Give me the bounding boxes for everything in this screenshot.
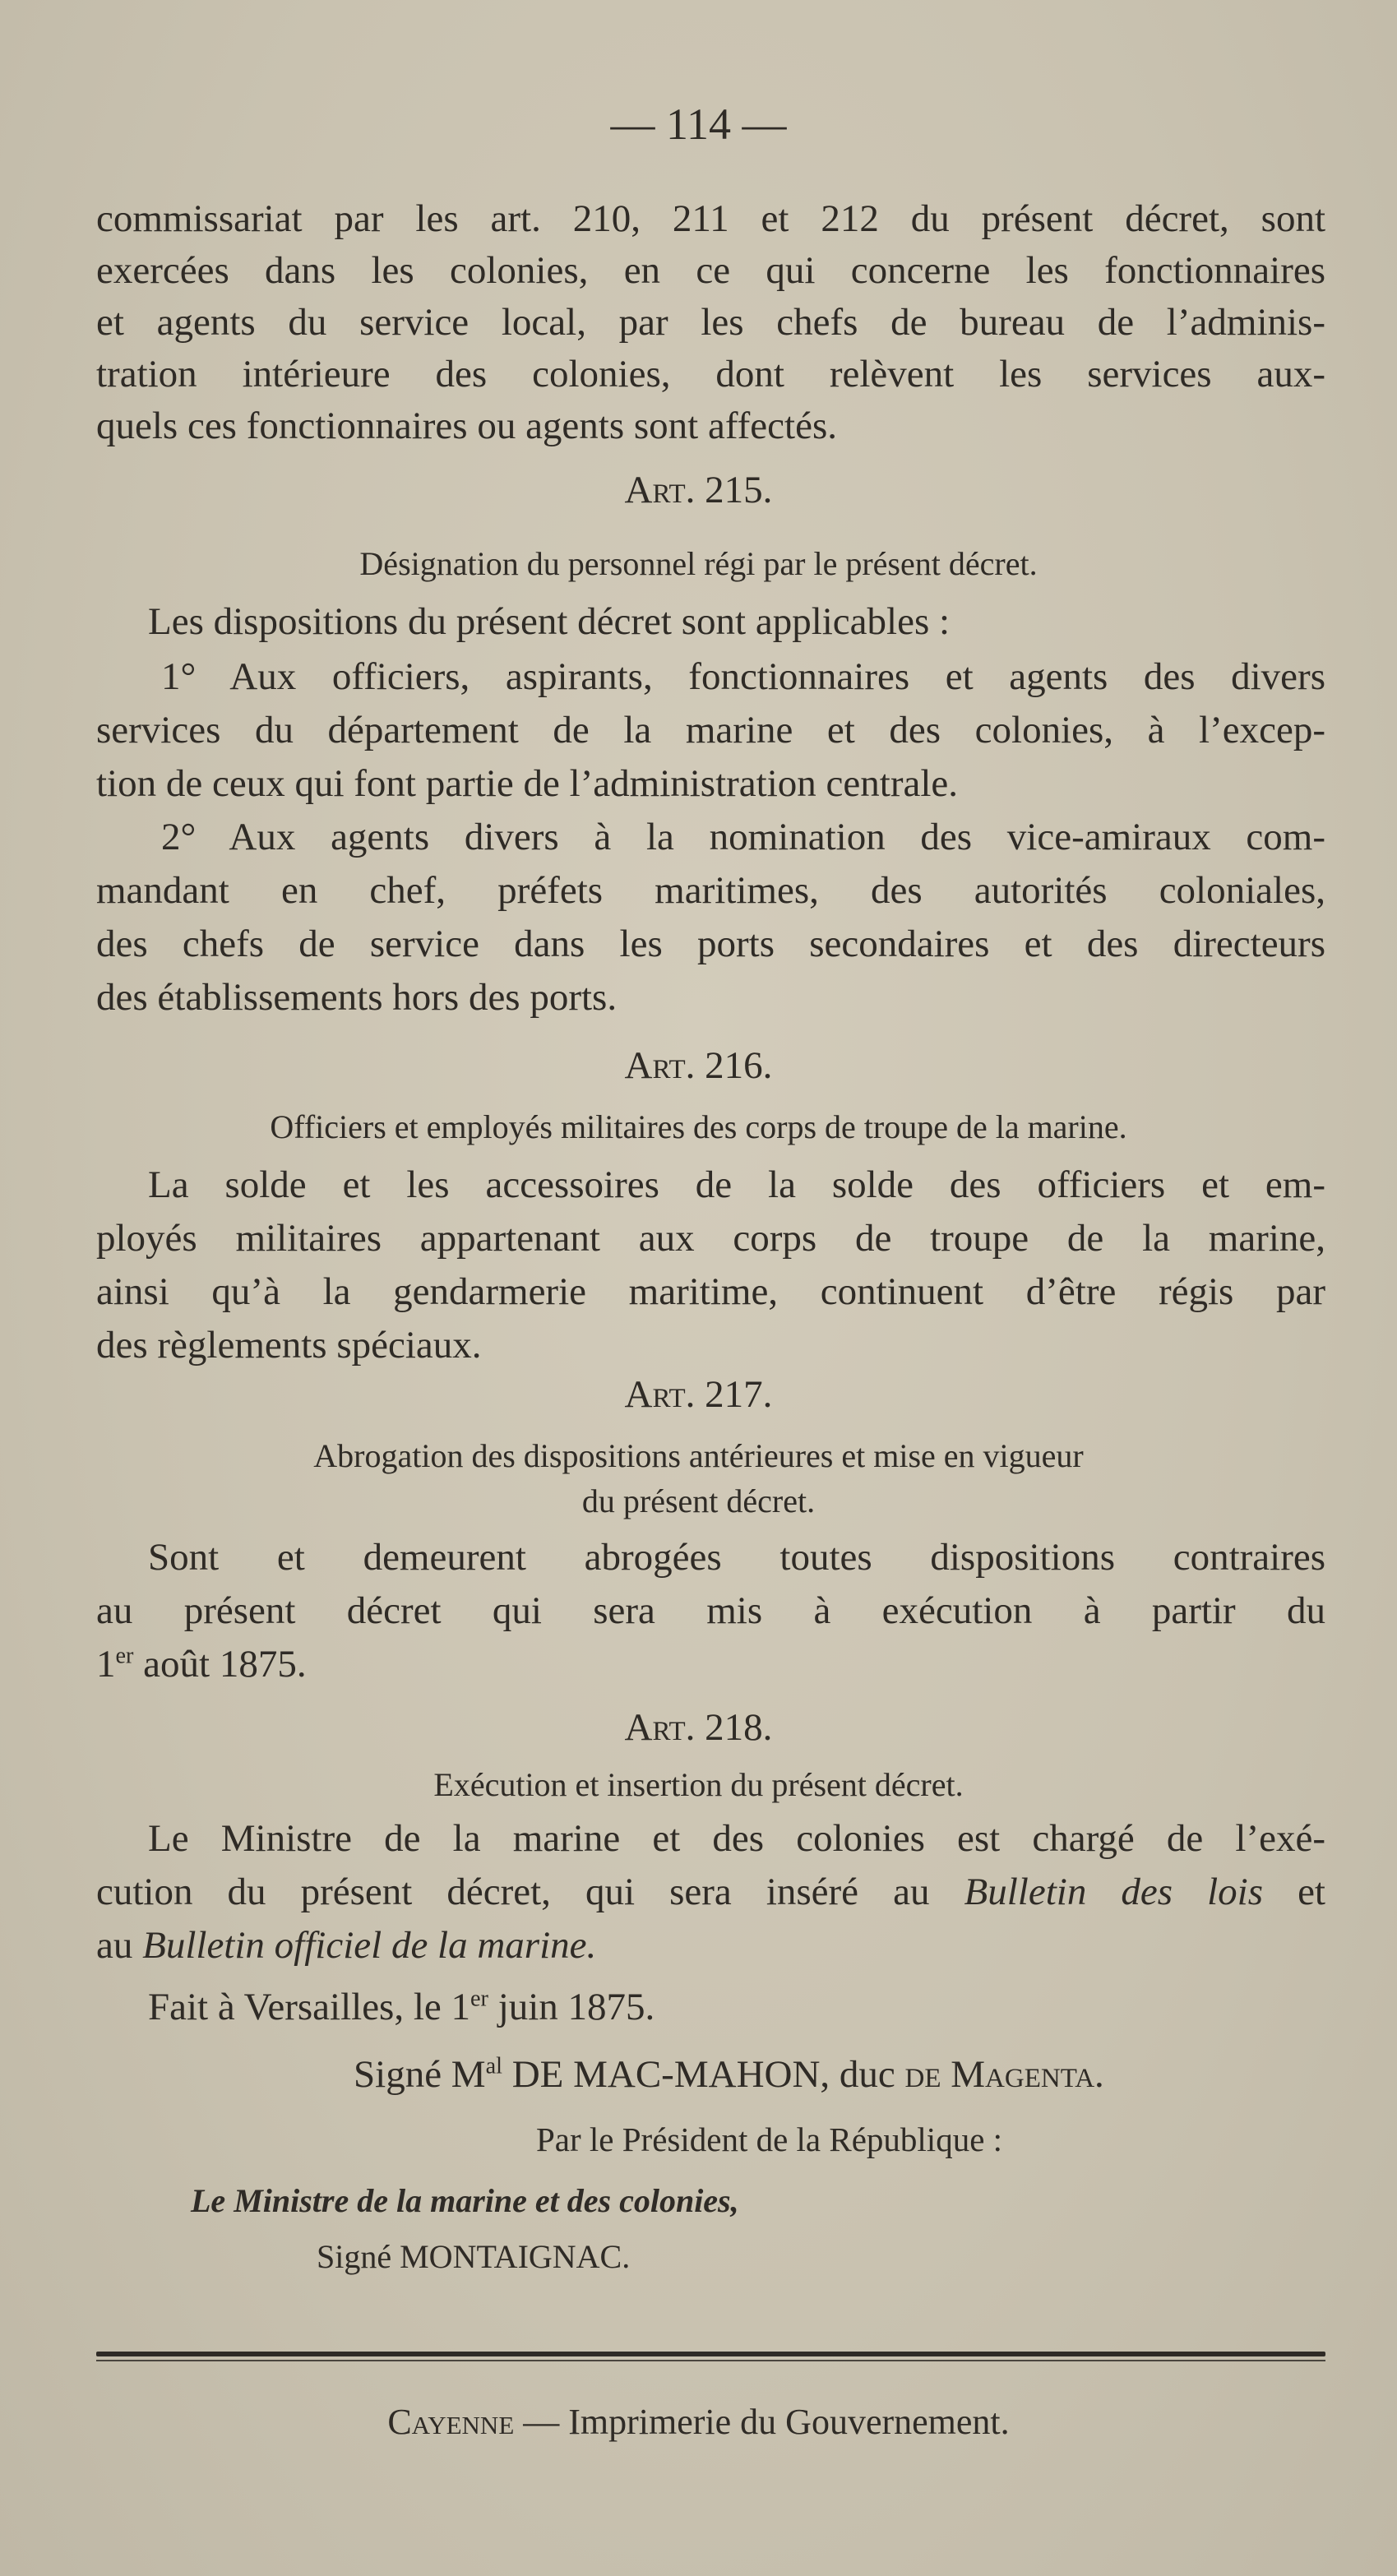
art-218-line-2-a: cution du présent décret, qui sera inséré au — [96, 1871, 964, 1913]
signature-mac-mahon — [354, 2049, 1104, 2100]
art-217-line-1: Sont et demeurent abrogées toutes dispositions contraires — [148, 1536, 1325, 1579]
art-217-subtitle-1: Abrogation des dispositions antérieures et mise en vigueur — [313, 1437, 1084, 1474]
footer-imprint — [0, 2401, 1397, 2444]
art-216-subtitle: Officiers et employés militaires des corps de troupe de la marine. — [270, 1108, 1127, 1145]
par-le-president: Par le Président de la République : — [536, 2120, 1003, 2158]
intro-line-4: tration intérieure des colonies, dont relèvent les services aux- — [96, 353, 1325, 395]
art-215-line-4: tion de ceux qui font partie de l’administration centrale. — [96, 762, 958, 805]
le-ministre: Le Ministre de la marine et des colonies, — [191, 2182, 739, 2219]
art-217-line-3 — [96, 1639, 307, 1690]
footer-city: Cayenne — [387, 2402, 515, 2442]
art-215-subtitle: Désignation du personnel régi par le présent décret. — [359, 545, 1038, 582]
art-215-line-6: mandant en chef, préfets maritimes, des autorités coloniales, — [96, 869, 1325, 912]
art-216-heading: Art. 216. — [624, 1044, 773, 1087]
fait-date: juin 1875. — [488, 1986, 655, 2028]
footer-rule — [96, 2352, 1325, 2356]
intro-line-1: commissariat par les art. 210, 211 et 212 du présent décret, sont — [96, 197, 1325, 240]
page-number: — 114 — — [610, 99, 787, 149]
intro-line-5: quels ces fonctionnaires ou agents sont affectés. — [96, 405, 837, 447]
art-218-line-3-a: au — [96, 1924, 143, 1967]
art-216-line-1: La solde et les accessoires de la solde des officiers et em- — [148, 1163, 1325, 1206]
art-218-heading: Art. 218. — [624, 1706, 773, 1749]
signe-montaignac: Signé MONTAIGNAC. — [317, 2238, 631, 2275]
art-215-line-2: 1° Aux officiers, aspirants, fonctionnaires et agents des divers — [161, 655, 1325, 698]
art-215-line-1: Les dispositions du présent décret sont applicables : — [148, 600, 951, 643]
art-215-heading: Art. 215. — [624, 469, 773, 511]
art-217-date-sup: er — [115, 1643, 134, 1669]
fait-sup: er — [470, 1986, 488, 2012]
art-216-line-3: ainsi qu’à la gendarmerie maritime, continuent d’être régis par — [96, 1270, 1325, 1313]
art-218-line-2 — [96, 1866, 1325, 1917]
fait-a-versailles — [148, 1982, 655, 2033]
art-215-line-7: des chefs de service dans les ports secondaires et des directeurs — [96, 923, 1325, 965]
art-217-line-2: au présent décret qui sera mis à exécution à partir du — [96, 1589, 1325, 1632]
bulletin-des-lois: Bulletin des lois — [964, 1871, 1264, 1913]
art-216-line-2: ployés militaires appartenant aux corps de troupe de la marine, — [96, 1217, 1325, 1260]
art-217-date-day: 1 — [96, 1643, 116, 1686]
art-218-line-3 — [96, 1920, 596, 1971]
art-217-subtitle-2: du présent décret. — [581, 1482, 816, 1519]
footer-printer: — Imprimerie du Gouvernement. — [514, 2402, 1010, 2442]
art-216-line-4: des règlements spéciaux. — [96, 1324, 482, 1367]
fait-a-text: Fait à Versailles, le 1 — [148, 1986, 471, 2028]
de-magenta: de Magenta. — [904, 2053, 1104, 2096]
footer-rule-thin — [96, 2360, 1325, 2361]
art-217-date-rest: août 1875. — [133, 1643, 307, 1686]
art-218-subtitle: Exécution et insertion du présent décret. — [433, 1766, 964, 1803]
marechal-sup: al — [485, 2053, 502, 2079]
art-215-line-3: services du département de la marine et des colonies, à l’excep- — [96, 709, 1325, 752]
bulletin-officiel: Bulletin officiel de la marine. — [142, 1924, 597, 1967]
signe-text: Signé M — [354, 2053, 486, 2096]
art-218-line-2-b: et — [1263, 1871, 1325, 1913]
intro-line-2: exercées dans les colonies, en ce qui concerne les fonctionnaires — [96, 249, 1325, 292]
art-218-line-1: Le Ministre de la marine et des colonies est chargé de l’exé- — [148, 1817, 1325, 1860]
art-215-line-8: des établissements hors des ports. — [96, 976, 618, 1019]
mac-mahon-name: DE MAC-MAHON, duc — [502, 2053, 905, 2096]
art-215-line-5: 2° Aux agents divers à la nomination des vice-amiraux com- — [161, 816, 1325, 858]
intro-line-3: et agents du service local, par les chefs de bureau de l’adminis- — [96, 301, 1325, 344]
art-217-heading: Art. 217. — [624, 1373, 773, 1416]
